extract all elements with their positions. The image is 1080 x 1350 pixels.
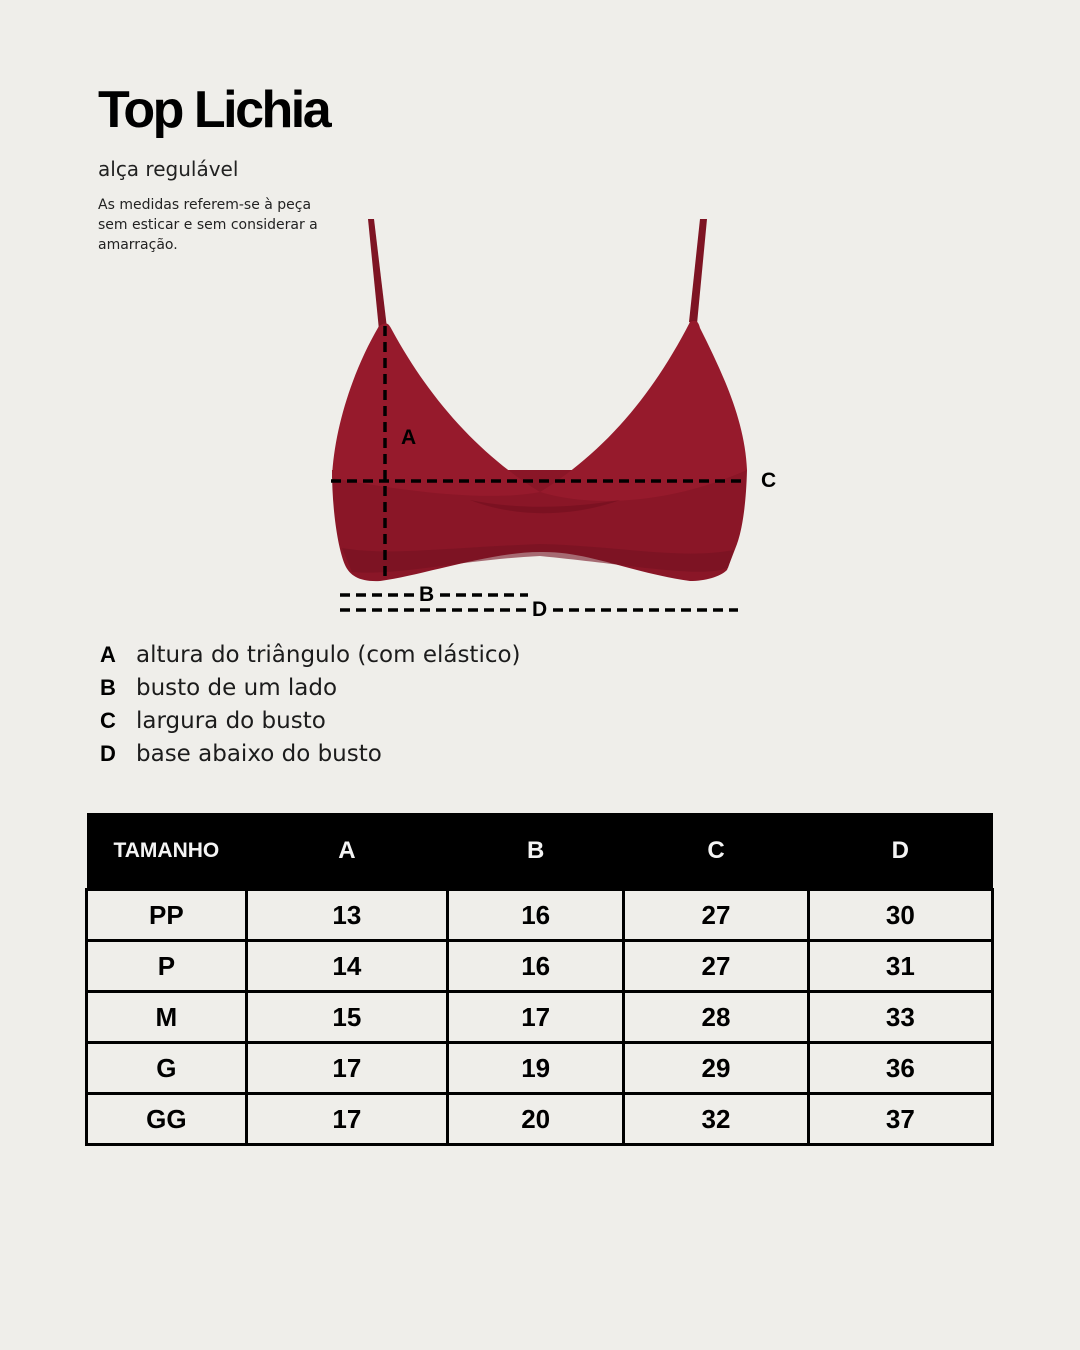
size-cell: G (87, 1043, 247, 1094)
legend-key: B (100, 675, 116, 700)
measurement-note: As medidas referem-se à peça sem esticar e sem considerar a amarração. (98, 197, 318, 253)
size-cell: GG (87, 1094, 247, 1145)
value-cell: 14 (246, 941, 447, 992)
legend-text: altura do triângulo (com elástico) (136, 642, 521, 668)
table-row (87, 992, 993, 1043)
legend-key: A (100, 642, 116, 667)
right-cup (540, 321, 747, 501)
garment-diagram (0, 0, 1080, 640)
value-cell: 27 (624, 890, 808, 941)
diagram-label-a: A (401, 426, 417, 449)
value-cell: 13 (246, 890, 447, 941)
value-cell: 37 (808, 1094, 992, 1145)
value-cell: 33 (808, 992, 992, 1043)
value-cell: 27 (624, 941, 808, 992)
header-b: B (447, 813, 623, 890)
value-cell: 16 (447, 890, 623, 941)
value-cell: 28 (624, 992, 808, 1043)
value-cell: 17 (246, 1043, 447, 1094)
size-cell: M (87, 992, 247, 1043)
value-cell: 17 (246, 1094, 447, 1145)
value-cell: 32 (624, 1094, 808, 1145)
page-title: Top Lichia (98, 81, 330, 139)
diagram-label-c: C (761, 469, 777, 492)
diagram-label-d: D (532, 598, 548, 621)
table-row (87, 1094, 993, 1145)
value-cell: 29 (624, 1043, 808, 1094)
legend-key: D (100, 741, 116, 766)
table-row (87, 941, 993, 992)
size-cell: P (87, 941, 247, 992)
legend-text: base abaixo do busto (136, 741, 382, 767)
value-cell: 36 (808, 1043, 992, 1094)
size-cell: PP (87, 890, 247, 941)
right-strap (689, 219, 707, 324)
bra-illustration (332, 219, 747, 581)
size-table-header (87, 813, 993, 890)
value-cell: 31 (808, 941, 992, 992)
product-subtitle: alça regulável (98, 157, 239, 181)
table-row (87, 890, 993, 941)
size-table (85, 813, 994, 1146)
value-cell: 19 (447, 1043, 623, 1094)
header-a: A (246, 813, 447, 890)
legend-text: largura do busto (136, 708, 326, 734)
value-cell: 30 (808, 890, 992, 941)
header-d: D (808, 813, 992, 890)
diagram-label-b: B (419, 583, 435, 606)
value-cell: 16 (447, 941, 623, 992)
value-cell: 17 (447, 992, 623, 1043)
value-cell: 15 (246, 992, 447, 1043)
table-row (87, 1043, 993, 1094)
left-strap (368, 219, 387, 330)
header-size: TAMANHO (87, 813, 247, 890)
legend-key: C (100, 708, 116, 733)
header-c: C (624, 813, 808, 890)
legend-text: busto de um lado (136, 675, 338, 701)
value-cell: 20 (447, 1094, 623, 1145)
